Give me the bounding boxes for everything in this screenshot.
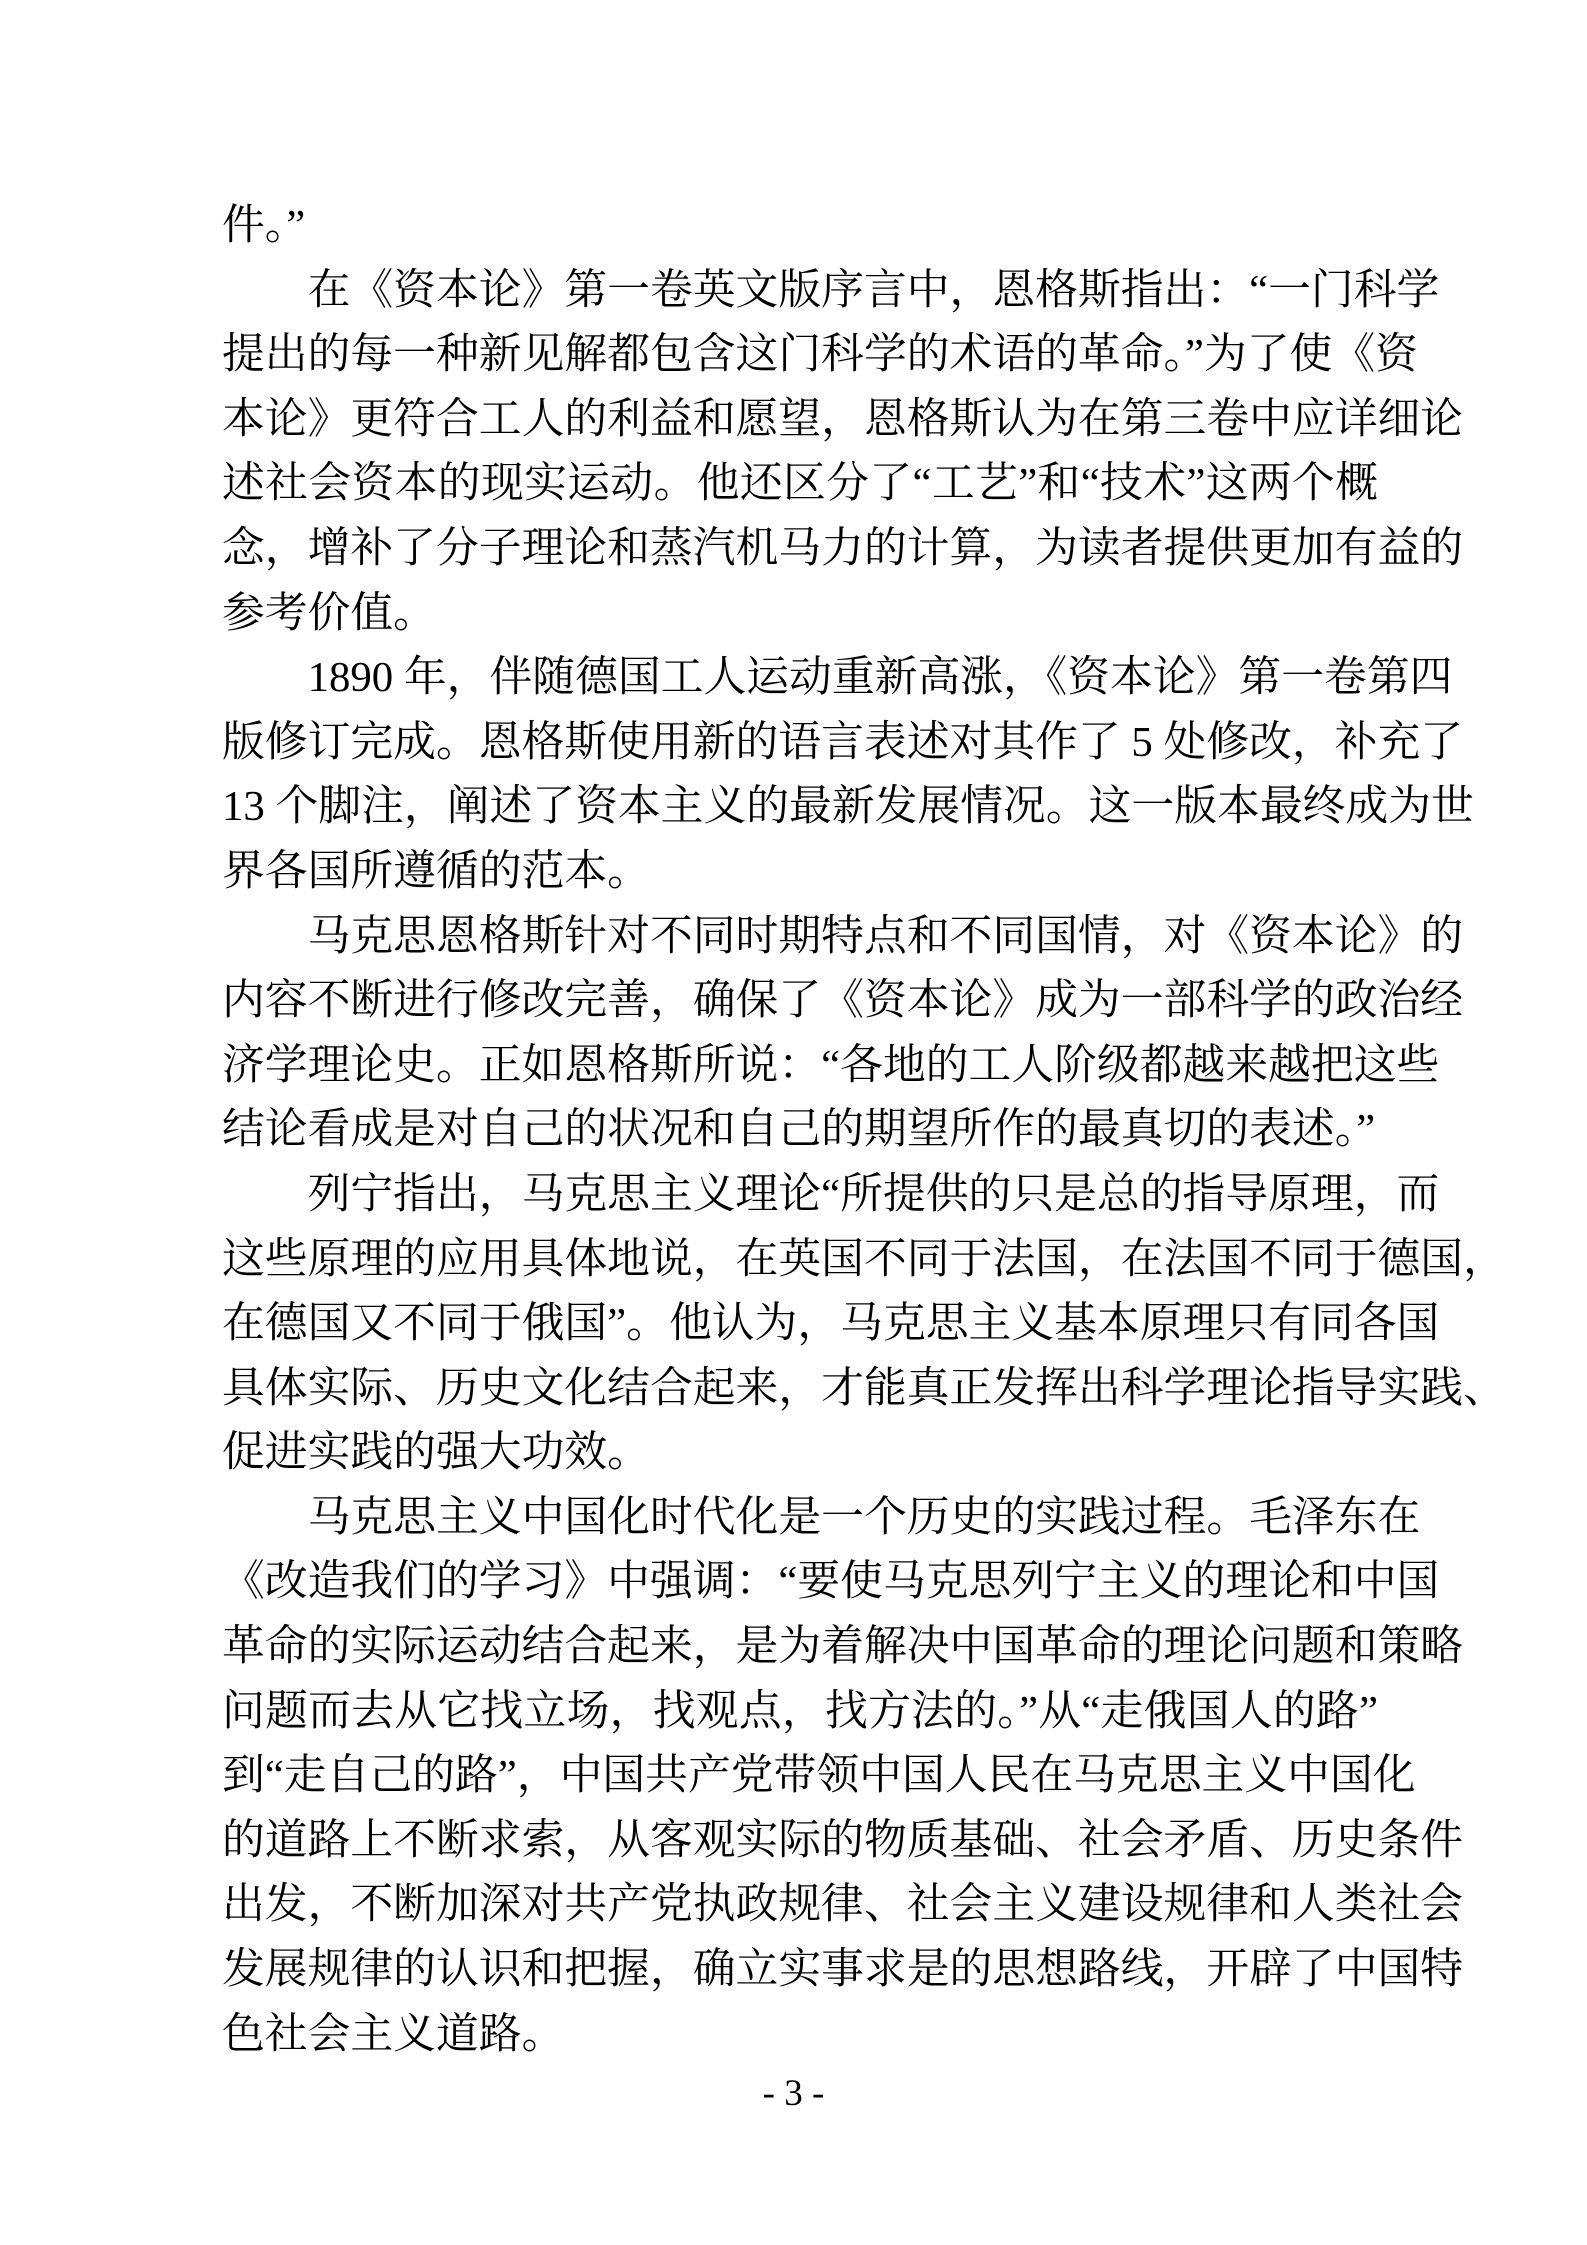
text-line: 结论看成是对自己的状况和自己的期望所作的最真切的表述。” bbox=[222, 1106, 1376, 1154]
text-line: 的道路上不断求索，从客观实际的物质基础、社会矛盾、历史条件 bbox=[222, 1816, 1464, 1864]
text-line: 问题而去从它找立场，找观点，找方法的。”从“走俄国人的路” bbox=[222, 1687, 1378, 1735]
text-line: 念，增补了分子理论和蒸汽机马力的计算，为读者提供更加有益的 bbox=[222, 524, 1464, 572]
text-line: 具体实际、历史文化结合起来，才能真正发挥出科学理论指导实践、 bbox=[222, 1364, 1506, 1412]
text-line: 这些原理的应用具体地说，在英国不同于法国，在法国不同于德国， bbox=[222, 1235, 1506, 1283]
text-line: 马克思主义中国化时代化是一个历史的实践过程。毛泽东在 bbox=[307, 1493, 1421, 1541]
text-line: 到“走自己的路”，中国共产党带领中国人民在马克思主义中国化 bbox=[222, 1752, 1416, 1800]
text-line: 《改造我们的学习》中强调：“要使马克思列宁主义的理论和中国 bbox=[222, 1558, 1440, 1606]
page-number: - 3 - bbox=[762, 2073, 825, 2114]
text-line: 13 个脚注，阐述了资本主义的最新发展情况。这一版本最终成为世 bbox=[222, 783, 1474, 831]
text-line: 内容不断进行修改完善，确保了《资本论》成为一部科学的政治经 bbox=[222, 977, 1464, 1025]
text-line: 色社会主义道路。 bbox=[222, 2010, 565, 2058]
document-body bbox=[222, 194, 1506, 2067]
text-line: 革命的实际运动结合起来，是为着解决中国革命的理论问题和策略 bbox=[222, 1623, 1464, 1671]
text-line: 版修订完成。恩格斯使用新的语言表述对其作了 5 处修改，补充了 bbox=[222, 718, 1464, 766]
text-line: 参考价值。 bbox=[222, 589, 436, 637]
text-line: 济学理论史。正如恩格斯所说：“各地的工人阶级都越来越把这些 bbox=[222, 1041, 1440, 1089]
text-line: 列宁指出，马克思主义理论“所提供的只是总的指导原理，而 bbox=[307, 1170, 1440, 1218]
text-line: 发展规律的认识和把握，确立实事求是的思想路线，开辟了中国特 bbox=[222, 1946, 1464, 1994]
text-line: 件。” bbox=[222, 202, 306, 249]
text-line: 提出的每一种新见解都包含这门科学的术语的革命。”为了使《资 bbox=[222, 331, 1418, 379]
text-line: 在《资本论》第一卷英文版序言中，恩格斯指出：“一门科学 bbox=[307, 266, 1440, 314]
text-line: 促进实践的强大功效。 bbox=[222, 1429, 650, 1477]
text-line: 1890 年，伴随德国工人运动重新高涨，《资本论》第一卷第四 bbox=[307, 654, 1453, 702]
text-line: 本论》更符合工人的利益和愿望，恩格斯认为在第三卷中应详细论 bbox=[222, 395, 1464, 443]
text-line: 马克思恩格斯针对不同时期特点和不同国情，对《资本论》的 bbox=[307, 912, 1464, 960]
text-line: 界各国所遵循的范本。 bbox=[222, 847, 650, 895]
text-line: 在德国又不同于俄国”。他认为，马克思主义基本原理只有同各国 bbox=[222, 1300, 1440, 1348]
text-line: 出发，不断加深对共产党执政规律、社会主义建设规律和人类社会 bbox=[222, 1881, 1464, 1929]
text-line: 述社会资本的现实运动。他还区分了“工艺”和“技术”这两个概 bbox=[222, 460, 1378, 508]
